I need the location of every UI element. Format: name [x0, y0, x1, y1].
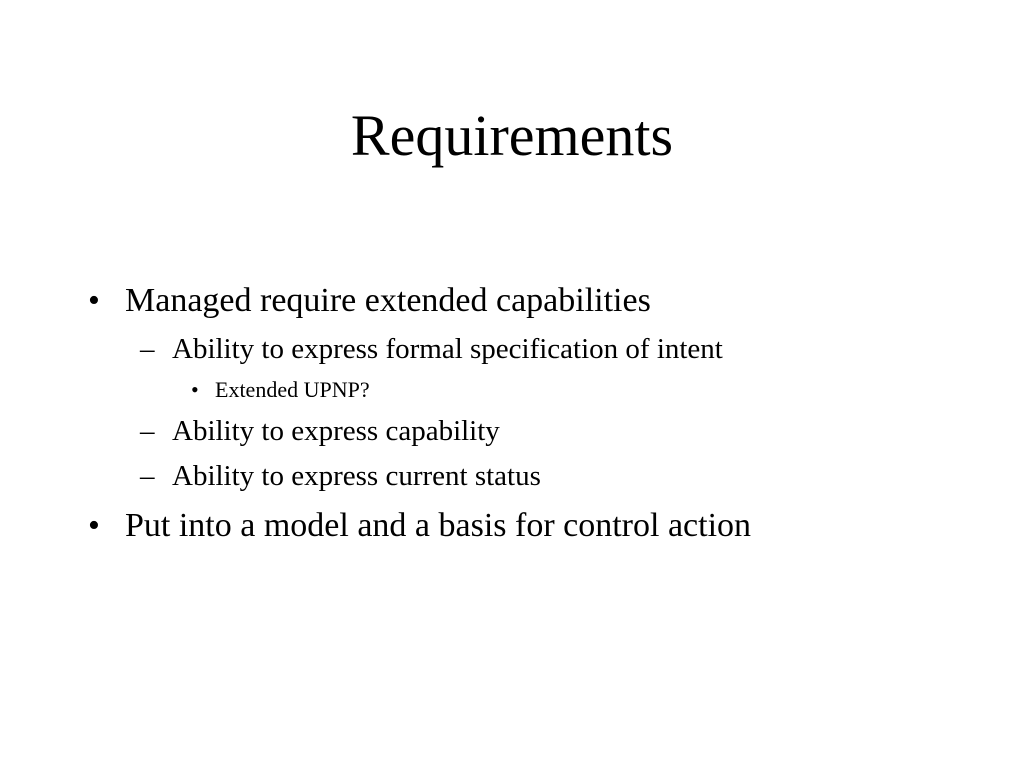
sub-bullet-marker: –	[140, 333, 155, 365]
sub-sub-bullet-text: Extended UPNP?	[215, 377, 370, 402]
slide-title: Requirements	[350, 103, 674, 168]
sub-bullet-marker: –	[140, 460, 155, 492]
bullet-marker: •	[88, 507, 100, 544]
bullet-text: Managed require extended capabilities	[125, 282, 651, 319]
sub-bullet-text: Ability to express formal specification of intent	[172, 333, 723, 365]
sub-bullet-marker: –	[140, 415, 155, 447]
sub-bullet-text: Ability to express capability	[172, 415, 500, 447]
bullet-marker: •	[88, 282, 100, 319]
sub-bullet-text: Ability to express current status	[172, 460, 541, 492]
sub-sub-bullet-marker: •	[191, 377, 199, 402]
bullet-text: Put into a model and a basis for control action	[125, 507, 752, 544]
